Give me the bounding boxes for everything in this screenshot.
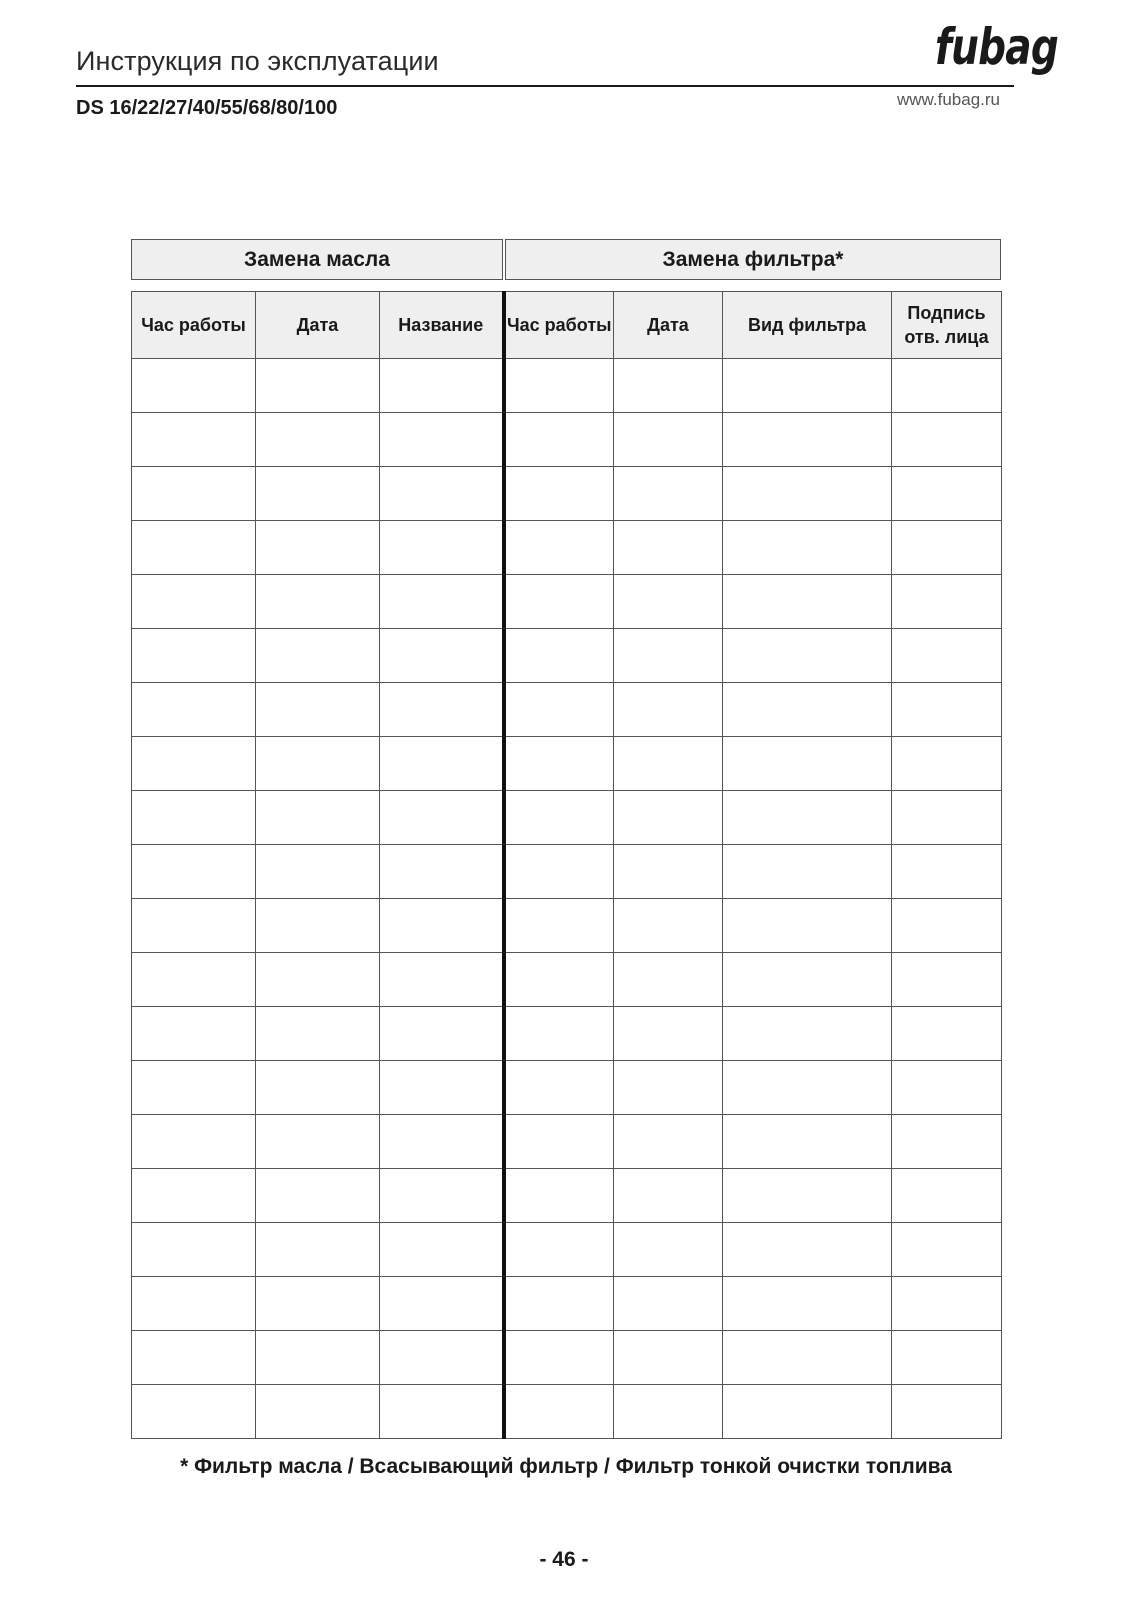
table-cell[interactable]: [504, 1385, 614, 1439]
table-cell[interactable]: [614, 899, 723, 953]
table-cell[interactable]: [256, 845, 380, 899]
table-cell[interactable]: [256, 1223, 380, 1277]
table-cell[interactable]: [614, 683, 723, 737]
table-row: [132, 575, 1002, 629]
table-cell[interactable]: [380, 575, 504, 629]
page-number: - 46 -: [539, 1548, 589, 1571]
table-cell[interactable]: [132, 629, 256, 683]
table-row: [132, 683, 1002, 737]
col-operating-hours-oil: Час работы: [132, 292, 256, 359]
table-cell[interactable]: [614, 1223, 723, 1277]
table-cell[interactable]: [504, 1007, 614, 1061]
table-row: [132, 467, 1002, 521]
table-cell[interactable]: [132, 1385, 256, 1439]
col-filter-type: Вид фильтра: [723, 292, 892, 359]
table-cell[interactable]: [723, 1385, 892, 1439]
table-cell[interactable]: [614, 413, 723, 467]
table-cell[interactable]: [892, 1223, 1002, 1277]
table-cell[interactable]: [132, 683, 256, 737]
table-row: [132, 1223, 1002, 1277]
col-date-filter: Дата: [614, 292, 723, 359]
table-cell[interactable]: [132, 1223, 256, 1277]
table-cell[interactable]: [380, 845, 504, 899]
fubag-logo: fubag: [935, 18, 1058, 76]
table-cell[interactable]: [380, 1385, 504, 1439]
table-cell[interactable]: [380, 899, 504, 953]
table-row: [132, 1061, 1002, 1115]
table-row: [132, 521, 1002, 575]
table-row: [132, 1115, 1002, 1169]
table-cell[interactable]: [256, 575, 380, 629]
table-row: [132, 413, 1002, 467]
group-header-oil-change: Замена масла: [131, 239, 503, 280]
table-cell[interactable]: [723, 629, 892, 683]
table-cell[interactable]: [132, 575, 256, 629]
table-cell[interactable]: [892, 521, 1002, 575]
table-row: [132, 953, 1002, 1007]
website-link: www.fubag.ru: [897, 90, 1000, 109]
table-cell[interactable]: [504, 1061, 614, 1115]
table-cell[interactable]: [614, 1061, 723, 1115]
table-cell[interactable]: [504, 953, 614, 1007]
table-cell[interactable]: [614, 737, 723, 791]
table-cell[interactable]: [380, 1061, 504, 1115]
table-cell[interactable]: [892, 737, 1002, 791]
model-range: DS 16/22/27/40/55/68/80/100: [76, 97, 338, 119]
table-cell[interactable]: [256, 629, 380, 683]
table-cell[interactable]: [892, 467, 1002, 521]
table-cell[interactable]: [256, 521, 380, 575]
table-cell[interactable]: [892, 683, 1002, 737]
table-cell[interactable]: [504, 845, 614, 899]
table-cell[interactable]: [892, 1007, 1002, 1061]
table-row: [132, 791, 1002, 845]
table-cell[interactable]: [380, 467, 504, 521]
table-cell[interactable]: [380, 1331, 504, 1385]
table-cell[interactable]: [256, 1169, 380, 1223]
table-cell[interactable]: [723, 467, 892, 521]
table-cell[interactable]: [614, 845, 723, 899]
table-cell[interactable]: [614, 1385, 723, 1439]
table-cell[interactable]: [380, 1007, 504, 1061]
table-cell[interactable]: [723, 683, 892, 737]
table-cell[interactable]: [132, 467, 256, 521]
table-cell[interactable]: [380, 359, 504, 413]
log-body: [132, 359, 1002, 1439]
table-cell[interactable]: [132, 1277, 256, 1331]
table-cell[interactable]: [132, 899, 256, 953]
table-cell[interactable]: [504, 1115, 614, 1169]
table-cell[interactable]: [504, 575, 614, 629]
table-cell[interactable]: [256, 953, 380, 1007]
table-cell[interactable]: [504, 1169, 614, 1223]
table-cell[interactable]: [614, 953, 723, 1007]
table-cell[interactable]: [380, 791, 504, 845]
table-cell[interactable]: [892, 575, 1002, 629]
table-row: [132, 737, 1002, 791]
table-cell[interactable]: [256, 791, 380, 845]
table-cell[interactable]: [614, 1277, 723, 1331]
table-cell[interactable]: [380, 521, 504, 575]
table-cell[interactable]: [132, 1169, 256, 1223]
table-row: [132, 359, 1002, 413]
table-cell[interactable]: [892, 413, 1002, 467]
table-cell[interactable]: [380, 737, 504, 791]
group-header-filter-change: Замена фильтра*: [505, 239, 1001, 280]
table-cell[interactable]: [892, 1331, 1002, 1385]
table-cell[interactable]: [504, 467, 614, 521]
table-row: [132, 1385, 1002, 1439]
table-cell[interactable]: [723, 845, 892, 899]
table-cell[interactable]: [132, 359, 256, 413]
table-cell[interactable]: [614, 1115, 723, 1169]
table-cell[interactable]: [614, 1169, 723, 1223]
table-cell[interactable]: [256, 1007, 380, 1061]
column-header-row: [132, 292, 1002, 359]
table-cell[interactable]: [132, 1061, 256, 1115]
table-cell[interactable]: [256, 1331, 380, 1385]
table-cell[interactable]: [723, 899, 892, 953]
table-cell[interactable]: [504, 413, 614, 467]
table-cell[interactable]: [723, 791, 892, 845]
table-cell[interactable]: [614, 1007, 723, 1061]
table-row: [132, 629, 1002, 683]
table-cell[interactable]: [256, 413, 380, 467]
table-row: [132, 845, 1002, 899]
table-cell[interactable]: [892, 1169, 1002, 1223]
table-cell[interactable]: [723, 1169, 892, 1223]
table-cell[interactable]: [504, 791, 614, 845]
table-cell[interactable]: [504, 359, 614, 413]
table-cell[interactable]: [723, 737, 892, 791]
table-cell[interactable]: [380, 1169, 504, 1223]
table-cell[interactable]: [380, 1223, 504, 1277]
table-cell[interactable]: [256, 1061, 380, 1115]
table-cell[interactable]: [723, 1331, 892, 1385]
table-cell[interactable]: [614, 629, 723, 683]
table-cell[interactable]: [614, 1331, 723, 1385]
table-cell[interactable]: [504, 1277, 614, 1331]
table-cell[interactable]: [614, 575, 723, 629]
table-cell[interactable]: [504, 1331, 614, 1385]
table-cell[interactable]: [723, 1007, 892, 1061]
table-cell[interactable]: [504, 683, 614, 737]
col-oil-name: Название: [380, 292, 504, 359]
table-cell[interactable]: [614, 791, 723, 845]
table-cell[interactable]: [723, 1115, 892, 1169]
table-cell[interactable]: [504, 629, 614, 683]
table-row: [132, 1331, 1002, 1385]
table-cell[interactable]: [892, 1277, 1002, 1331]
table-cell[interactable]: [892, 1061, 1002, 1115]
table-cell[interactable]: [892, 791, 1002, 845]
table-cell[interactable]: [892, 1385, 1002, 1439]
table-cell[interactable]: [892, 899, 1002, 953]
table-cell[interactable]: [723, 413, 892, 467]
table-cell[interactable]: [892, 953, 1002, 1007]
col-operating-hours-filter: Час работы: [504, 292, 614, 359]
table-cell[interactable]: [380, 683, 504, 737]
table-cell[interactable]: [256, 1277, 380, 1331]
table-row: [132, 1277, 1002, 1331]
table-cell[interactable]: [132, 413, 256, 467]
table-cell[interactable]: [723, 1277, 892, 1331]
table-cell[interactable]: [132, 1331, 256, 1385]
header-divider: [76, 85, 1014, 87]
document-title: Инструкция по эксплуатации: [76, 46, 439, 76]
table-cell[interactable]: [504, 737, 614, 791]
table-cell[interactable]: [132, 845, 256, 899]
table-cell[interactable]: [132, 1115, 256, 1169]
table-cell[interactable]: [380, 413, 504, 467]
table-cell[interactable]: [723, 953, 892, 1007]
table-cell[interactable]: [723, 1223, 892, 1277]
filter-footnote: * Фильтр масла / Всасывающий фильтр / Фильтр тонкой очистки топлива: [180, 1455, 952, 1478]
table-cell[interactable]: [256, 359, 380, 413]
col-signature: Подпись отв. лица: [892, 292, 1002, 359]
table-cell[interactable]: [723, 575, 892, 629]
table-cell[interactable]: [614, 521, 723, 575]
table-row: [132, 899, 1002, 953]
table-cell[interactable]: [256, 467, 380, 521]
table-cell[interactable]: [504, 899, 614, 953]
table-cell[interactable]: [380, 1277, 504, 1331]
table-row: [132, 1007, 1002, 1061]
table-cell[interactable]: [256, 1115, 380, 1169]
table-cell[interactable]: [380, 953, 504, 1007]
table-cell[interactable]: [132, 953, 256, 1007]
table-cell[interactable]: [892, 1115, 1002, 1169]
table-cell[interactable]: [892, 629, 1002, 683]
table-cell[interactable]: [380, 1115, 504, 1169]
table-cell[interactable]: [614, 467, 723, 521]
table-cell[interactable]: [504, 1223, 614, 1277]
table-cell[interactable]: [132, 791, 256, 845]
table-cell[interactable]: [256, 1385, 380, 1439]
maintenance-log-table: [131, 291, 1002, 1439]
table-row: [132, 1169, 1002, 1223]
table-cell[interactable]: [256, 737, 380, 791]
table-cell[interactable]: [723, 359, 892, 413]
col-date-oil: Дата: [256, 292, 380, 359]
table-cell[interactable]: [892, 845, 1002, 899]
table-cell[interactable]: [614, 359, 723, 413]
table-cell[interactable]: [892, 359, 1002, 413]
table-cell[interactable]: [132, 737, 256, 791]
table-cell[interactable]: [380, 629, 504, 683]
table-cell[interactable]: [132, 521, 256, 575]
table-cell[interactable]: [723, 521, 892, 575]
table-cell[interactable]: [504, 521, 614, 575]
table-cell[interactable]: [132, 1007, 256, 1061]
table-cell[interactable]: [256, 683, 380, 737]
table-cell[interactable]: [723, 1061, 892, 1115]
table-cell[interactable]: [256, 899, 380, 953]
